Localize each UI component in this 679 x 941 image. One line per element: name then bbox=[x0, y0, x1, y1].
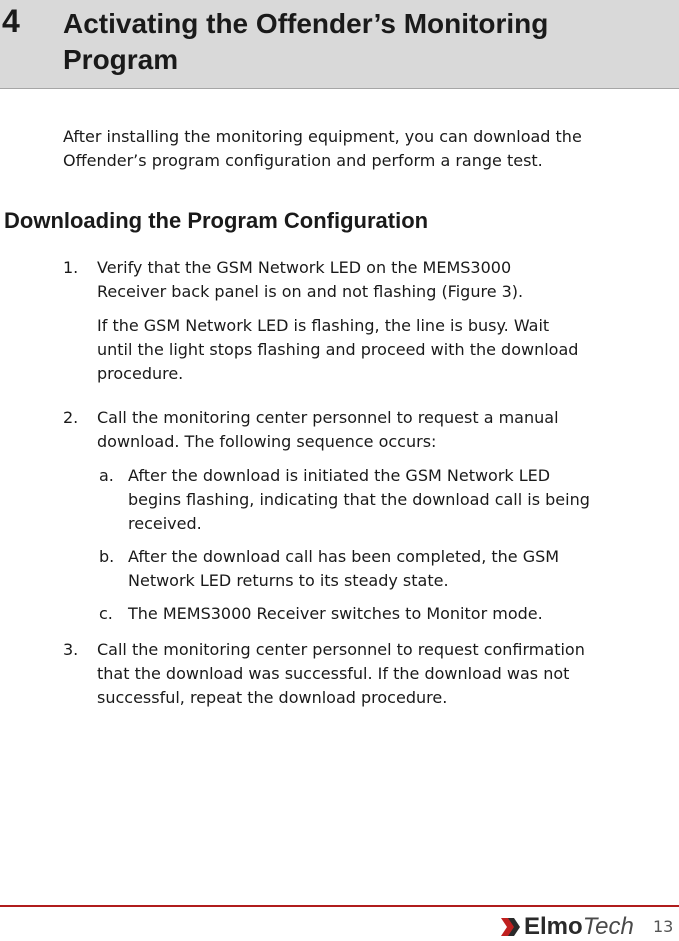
chapter-banner bbox=[0, 0, 679, 89]
note-line: procedure. bbox=[97, 364, 184, 383]
chapter-title-line: Activating the Offender’s Monitoring bbox=[63, 8, 549, 39]
substep-line: begins flashing, indicating that the download call is being bbox=[128, 490, 590, 509]
section-heading: Downloading the Program Configuration bbox=[4, 208, 429, 233]
step-note bbox=[97, 314, 578, 386]
substep-letter: a. bbox=[99, 466, 114, 485]
substep-line: received. bbox=[128, 514, 202, 533]
page-number: 13 bbox=[653, 917, 674, 936]
step-line: successful, repeat the download procedure. bbox=[97, 688, 448, 707]
chapter-title-line: Program bbox=[63, 44, 179, 75]
substep-line: The MEMS3000 Receiver switches to Monitor mode. bbox=[128, 604, 543, 623]
note-line: until the light stops flashing and proceed with the download bbox=[97, 340, 579, 359]
step-line: Receiver back panel is on and not flashing (Figure 3). bbox=[97, 282, 524, 301]
intro-line: After installing the monitoring equipment, you can download the bbox=[63, 127, 582, 146]
substep-letter: b. bbox=[99, 547, 115, 566]
substep-line: After the download call has been completed, the GSM bbox=[128, 547, 560, 566]
elmotech-logo-icon bbox=[500, 916, 522, 938]
step-number: 1. bbox=[63, 258, 79, 277]
footer-rule bbox=[0, 905, 679, 907]
step-line: that the download was successful. If the download was not bbox=[97, 664, 570, 683]
intro-paragraph bbox=[63, 125, 582, 173]
step-line: Call the monitoring center personnel to request confirmation bbox=[97, 640, 585, 659]
substep-line: Network LED returns to its steady state. bbox=[128, 571, 449, 590]
step-text bbox=[97, 256, 523, 304]
substep-letter: c. bbox=[99, 604, 113, 623]
substep-text bbox=[128, 545, 559, 593]
substep-line: After the download is initiated the GSM Network LED bbox=[128, 466, 551, 485]
note-line: If the GSM Network LED is flashing, the line is busy. Wait bbox=[97, 316, 550, 335]
step-text bbox=[97, 638, 585, 710]
step-number: 3. bbox=[63, 640, 79, 659]
chapter-title bbox=[63, 6, 663, 78]
substep-text bbox=[128, 602, 543, 626]
step-number: 2. bbox=[63, 408, 79, 427]
step-line: Call the monitoring center personnel to request a manual bbox=[97, 408, 559, 427]
chapter-number: 4 bbox=[2, 3, 20, 39]
substep-text bbox=[128, 464, 590, 536]
logo-text-light: Tech bbox=[582, 913, 634, 940]
step-text bbox=[97, 406, 559, 454]
intro-line: Offender’s program configuration and perform a range test. bbox=[63, 151, 543, 170]
step-line: Verify that the GSM Network LED on the MEMS3000 bbox=[97, 258, 512, 277]
step-line: download. The following sequence occurs: bbox=[97, 432, 437, 451]
logo-text-bold: Elmo bbox=[524, 913, 583, 940]
